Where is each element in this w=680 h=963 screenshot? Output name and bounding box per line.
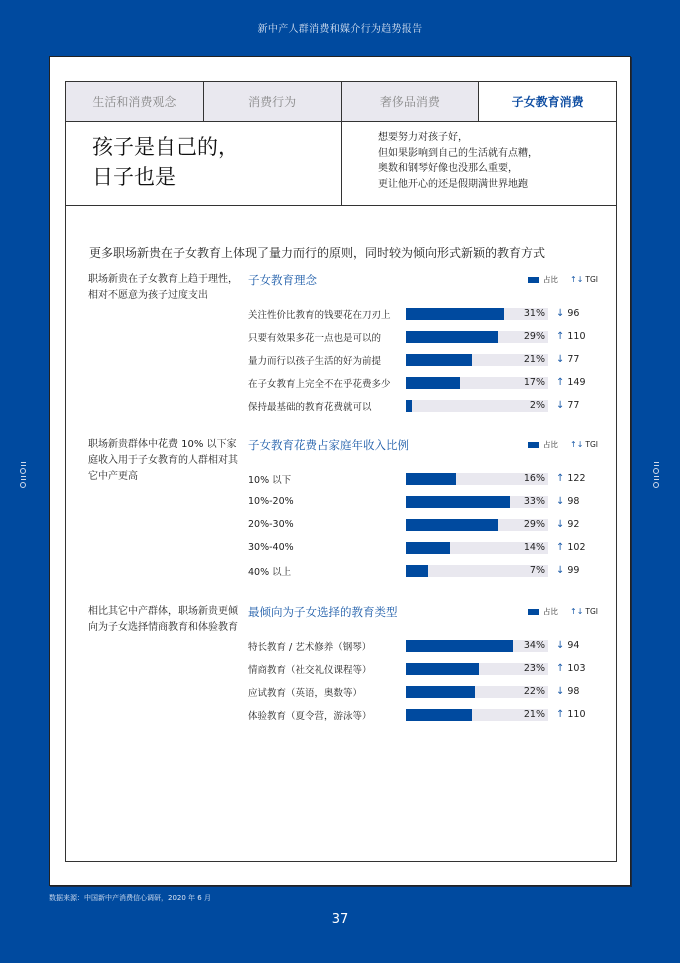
chart-row <box>248 634 598 657</box>
chart-row <box>248 467 598 490</box>
bar-fill <box>406 354 472 366</box>
bar-track <box>406 542 548 554</box>
tab-consumption-behavior[interactable]: 消费行为 <box>204 82 342 121</box>
chart-title: 子女教育花费占家庭年收入比例 <box>248 438 409 452</box>
row-tgi <box>556 686 579 697</box>
arrow-down-icon: ↓ <box>556 686 565 697</box>
chart-row <box>248 657 598 680</box>
bar-track <box>406 473 548 485</box>
row-percent: 22% <box>523 685 545 697</box>
chart-row <box>248 559 598 582</box>
headline: 更多职场新贵在子女教育上体现了量力而行的原则，同时较为倾向形式新颖的教育方式 <box>89 246 546 260</box>
arrow-down-icon: ↓ <box>556 565 565 576</box>
row-percent: 33% <box>523 495 545 507</box>
tgi-value: 149 <box>567 377 586 388</box>
bar-track <box>406 308 548 320</box>
bar-track <box>406 331 548 343</box>
tgi-value: 98 <box>567 686 580 697</box>
section-tabs <box>66 82 616 122</box>
tgi-value: 99 <box>567 565 580 576</box>
tab-luxury[interactable]: 奢侈品消费 <box>342 82 480 121</box>
row-tgi <box>556 709 586 720</box>
row-percent: 34% <box>523 639 545 651</box>
row-label: 10% 以下 <box>248 474 292 486</box>
section-note: 职场新贵群体中花费 10% 以下家庭收入用于子女教育的人群相对其它中产更高 <box>88 439 238 482</box>
row-label: 体验教育（夏令营，游泳等） <box>248 710 372 722</box>
tgi-value: 103 <box>567 663 586 674</box>
row-percent: 31% <box>523 307 545 319</box>
chart-row <box>248 703 598 726</box>
legend-tgi-label: TGI <box>585 607 598 616</box>
bar-track <box>406 640 548 652</box>
tgi-value: 110 <box>567 709 586 720</box>
tgi-value: 77 <box>567 400 580 411</box>
chart-legend <box>528 439 598 450</box>
hero-title <box>66 122 342 205</box>
bar-fill <box>406 473 456 485</box>
arrow-down-icon: ↓ <box>556 496 565 507</box>
bar-track <box>406 709 548 721</box>
bar-track <box>406 565 548 577</box>
arrow-up-icon: ↑ <box>556 377 565 388</box>
tab-child-education[interactable]: 子女教育消费 <box>479 82 616 121</box>
hero <box>66 122 616 206</box>
bar-track <box>406 686 548 698</box>
hero-title-line1: 孩子是自己的， <box>92 135 239 159</box>
bar-fill <box>406 308 504 320</box>
bar-track <box>406 519 548 531</box>
quote-line: 奥数和钢琴好像也没那么重要， <box>378 163 518 174</box>
quote-line: 更让他开心的还是假期满世界地跑 <box>378 178 528 190</box>
arrow-down-icon: ↓ <box>556 640 565 651</box>
arrow-down-icon: ↓ <box>556 400 565 411</box>
row-label: 10%-20% <box>248 496 294 507</box>
row-tgi <box>556 519 579 530</box>
bar-fill <box>406 377 460 389</box>
section-note: 相比其它中产群体，职场新贵更倾向为子女选择情商教育和体验教育 <box>88 606 238 633</box>
row-tgi <box>556 377 586 388</box>
row-tgi <box>556 400 579 411</box>
section-note: 职场新贵在子女教育上趋于理性，相对不愿意为孩子过度支出 <box>88 274 238 301</box>
bar-fill <box>406 496 510 508</box>
row-percent: 14% <box>523 541 545 553</box>
tgi-value: 110 <box>567 331 586 342</box>
arrow-up-icon: ↑ <box>556 709 565 720</box>
bar-track <box>406 496 548 508</box>
legend-share-label: 占比 <box>542 607 558 616</box>
row-label: 30%-40% <box>248 542 294 553</box>
row-tgi <box>556 542 586 553</box>
chart-row <box>248 302 598 325</box>
row-tgi <box>556 663 586 674</box>
bar-fill <box>406 519 498 531</box>
row-percent: 21% <box>523 353 545 365</box>
row-tgi <box>556 473 586 484</box>
chart-row <box>248 371 598 394</box>
side-decoration-left <box>18 460 28 490</box>
bar-track <box>406 400 548 412</box>
tab-lifestyle[interactable]: 生活和消费观念 <box>66 82 204 121</box>
row-percent: 17% <box>523 376 545 388</box>
chart-title: 最倾向为子女选择的教育类型 <box>248 605 398 619</box>
arrow-down-icon: ↓ <box>556 354 565 365</box>
quote-line: 但如果影响到自己的生活就有点糟， <box>378 147 538 159</box>
row-label: 在子女教育上完全不在乎花费多少 <box>248 378 391 390</box>
legend-swatch-share <box>528 609 539 615</box>
legend-swatch-share <box>528 277 539 283</box>
bar-track <box>406 354 548 366</box>
page-number: 37 <box>331 912 349 927</box>
row-tgi <box>556 308 579 319</box>
up-down-arrows-icon: ↑↓ <box>569 275 584 284</box>
chart-row <box>248 325 598 348</box>
row-tgi <box>556 331 586 342</box>
arrow-down-icon: ↓ <box>556 308 565 319</box>
row-tgi <box>556 640 579 651</box>
chart-row <box>248 490 598 513</box>
page-card <box>49 56 631 886</box>
row-label: 关注性价比教育的钱要花在刀刃上 <box>248 309 391 321</box>
bar-chart <box>248 272 598 417</box>
tgi-value: 122 <box>567 473 586 484</box>
legend-swatch-share <box>528 442 539 448</box>
row-tgi <box>556 354 579 365</box>
content-frame <box>65 81 617 862</box>
row-percent: 29% <box>523 330 545 342</box>
chart-row <box>248 513 598 536</box>
row-percent: 7% <box>529 564 545 576</box>
row-label: 情商教育（社交礼仪课程等） <box>248 664 372 676</box>
tgi-value: 98 <box>567 496 580 507</box>
bar-track <box>406 377 548 389</box>
bar-chart <box>248 437 598 582</box>
up-down-arrows-icon: ↑↓ <box>569 440 584 449</box>
up-down-arrows-icon: ↑↓ <box>569 607 584 616</box>
bar-fill <box>406 686 475 698</box>
tgi-value: 77 <box>567 354 580 365</box>
quote-line: 想要努力对孩子好， <box>378 132 468 143</box>
row-tgi <box>556 565 579 576</box>
legend-share-label: 占比 <box>542 275 558 284</box>
row-label: 特长教育 / 艺术修养（钢琴） <box>248 641 372 653</box>
bar-fill <box>406 640 513 652</box>
report-title: 新中产人群消费和媒介行为趋势报告 <box>257 24 423 35</box>
bar-chart <box>248 604 598 726</box>
chart-title: 子女教育理念 <box>248 273 317 287</box>
row-label: 只要有效果多花一点也是可以的 <box>248 332 382 344</box>
arrow-up-icon: ↑ <box>556 331 565 342</box>
row-percent: 29% <box>523 518 545 530</box>
row-label: 保持最基础的教育花费就可以 <box>248 401 372 413</box>
chart-row <box>248 348 598 371</box>
legend-share-label: 占比 <box>542 440 558 449</box>
row-label: 应试教育（英语，奥数等） <box>248 687 363 699</box>
tgi-value: 102 <box>567 542 586 553</box>
bar-track <box>406 663 548 675</box>
row-percent: 16% <box>523 472 545 484</box>
row-label: 量力而行以孩子生活的好为前提 <box>248 355 382 367</box>
bar-fill <box>406 331 498 343</box>
row-percent: 2% <box>529 399 545 411</box>
arrow-down-icon: ↓ <box>556 519 565 530</box>
row-percent: 23% <box>523 662 545 674</box>
data-source: 数据来源：中国新中产消费信心调研，2020 年 6 月 <box>49 894 211 902</box>
arrow-up-icon: ↑ <box>556 473 565 484</box>
tgi-value: 96 <box>567 308 580 319</box>
row-label: 40% 以上 <box>248 566 292 578</box>
row-label: 20%-30% <box>248 519 294 530</box>
chart-row <box>248 536 598 559</box>
tgi-value: 92 <box>567 519 580 530</box>
chart-row <box>248 680 598 703</box>
bar-fill <box>406 709 472 721</box>
chart-legend <box>528 606 598 617</box>
arrow-up-icon: ↑ <box>556 542 565 553</box>
tgi-value: 94 <box>567 640 580 651</box>
bar-fill <box>406 542 450 554</box>
row-tgi <box>556 496 579 507</box>
bar-fill <box>406 400 412 412</box>
side-decoration-right <box>651 460 661 490</box>
bar-fill <box>406 565 428 577</box>
row-percent: 21% <box>523 708 545 720</box>
bar-fill <box>406 663 479 675</box>
chart-row <box>248 394 598 417</box>
arrow-up-icon: ↑ <box>556 663 565 674</box>
legend-tgi-label: TGI <box>585 275 598 284</box>
chart-legend <box>528 274 598 285</box>
hero-title-line2: 日子也是 <box>92 165 176 189</box>
hero-quote <box>342 122 616 205</box>
legend-tgi-label: TGI <box>585 440 598 449</box>
